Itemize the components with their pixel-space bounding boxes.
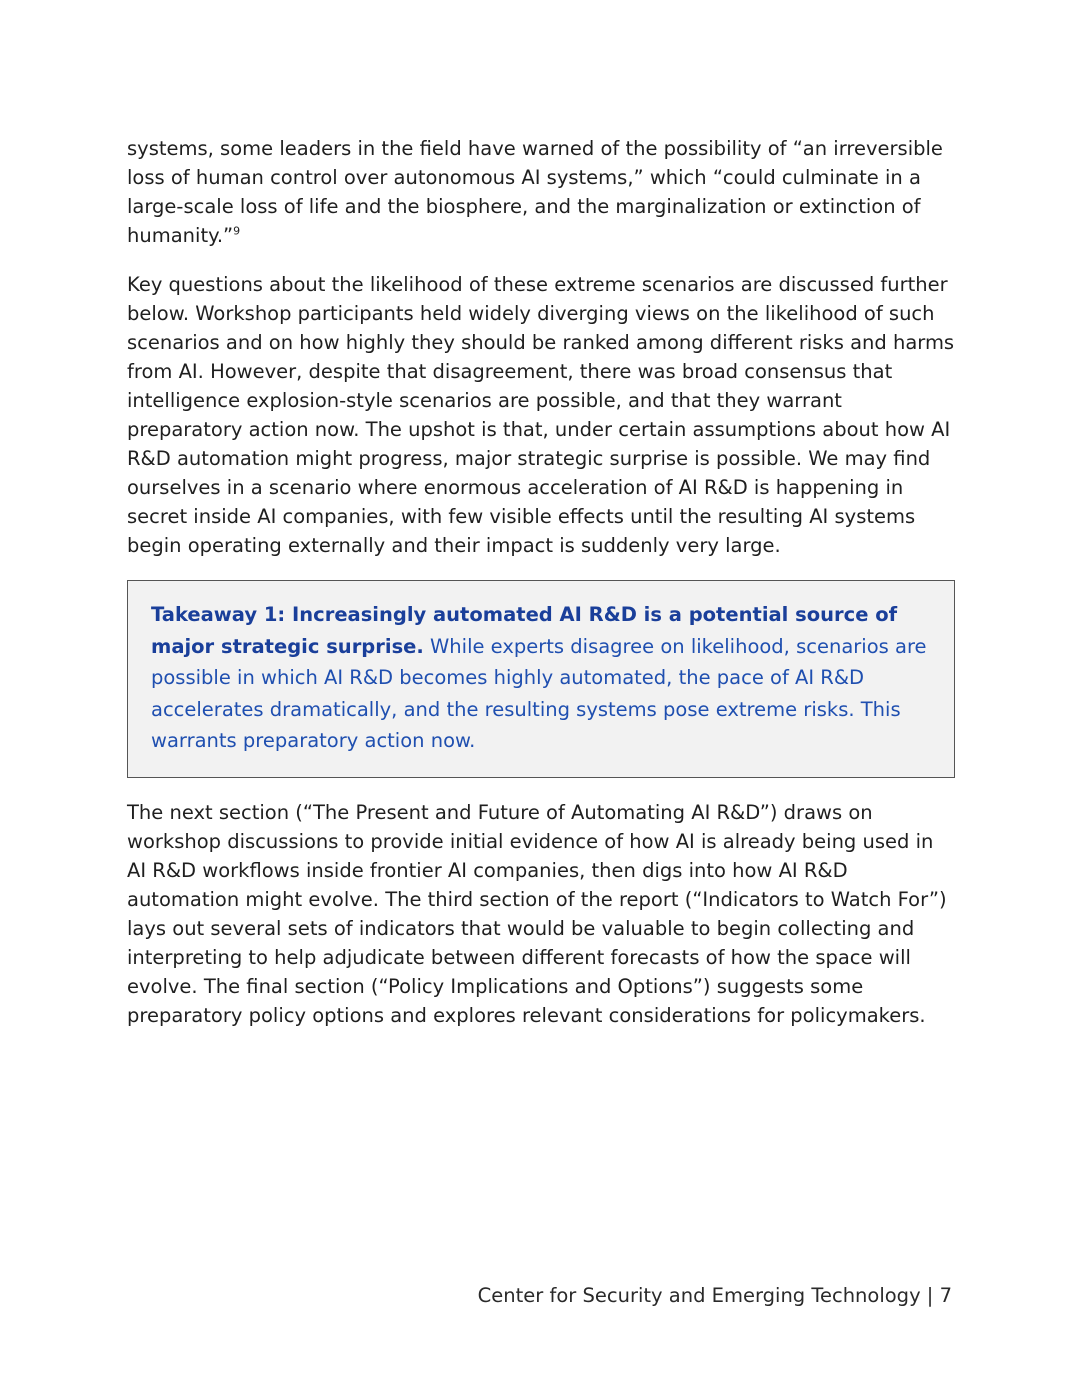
body-paragraph-1 <box>127 134 955 250</box>
body-paragraph-1-text: systems, some leaders in the field have warned of the possibility of “an irreversible loss of human control over autonomous AI systems,” which “could culminate in a large-scale loss of life and the biosphere, and the marginalization or extinction of humanity.” <box>127 137 943 247</box>
takeaway-lead: Takeaway 1: Increasingly automated AI R&D is a potential source of major strategic surprise. <box>151 603 898 658</box>
page-number: 7 <box>939 1284 952 1307</box>
takeaway-text: While experts disagree on likelihood, scenarios are possible in which AI R&D becomes highly automated, the pace of AI R&D accelerates dramatically, and the resulting systems pose extreme risks. This warrants preparatory action now. <box>151 634 927 752</box>
body-paragraph-2: Key questions about the likelihood of these extreme scenarios are discussed further below. Workshop participants held widely diverging views on the likelihood of such scenarios and on how highly they should be ranked among different risks and harms from AI. However, despite that disagreement, there was broad consensus that intelligence explosion-style scenarios are possible, and that they warrant preparatory action now. The upshot is that, under certain assumptions about how AI R&D automation might progress, major strategic surprise is possible. We may find ourselves in a scenario where enormous acceleration of AI R&D is happening in secret inside AI companies, with few visible effects until the resulting AI systems begin operating externally and their impact is suddenly very large. <box>127 273 955 557</box>
body-paragraph-3: The next section (“The Present and Future of Automating AI R&D”) draws on workshop discussions to provide initial evidence of how AI is already being used in AI R&D workflows inside frontier AI companies, then digs into how AI R&D automation might evolve. The third section of the report (“Indicators to Watch For”) lays out several sets of indicators that would be valuable to begin collecting and interpreting to help adjudicate between different forecasts of how the space will evolve. The final section (“Policy Implications and Options”) suggests some preparatory policy options and explores relevant considerations for policymakers. <box>127 800 947 1027</box>
footnote-reference[interactable]: 9 <box>233 224 241 238</box>
page-footer <box>478 1284 952 1307</box>
page-content <box>127 134 955 1030</box>
footer-separator: | <box>920 1284 940 1307</box>
takeaway-box <box>127 580 955 778</box>
footer-organization: Center for Security and Emerging Technology <box>477 1284 921 1307</box>
